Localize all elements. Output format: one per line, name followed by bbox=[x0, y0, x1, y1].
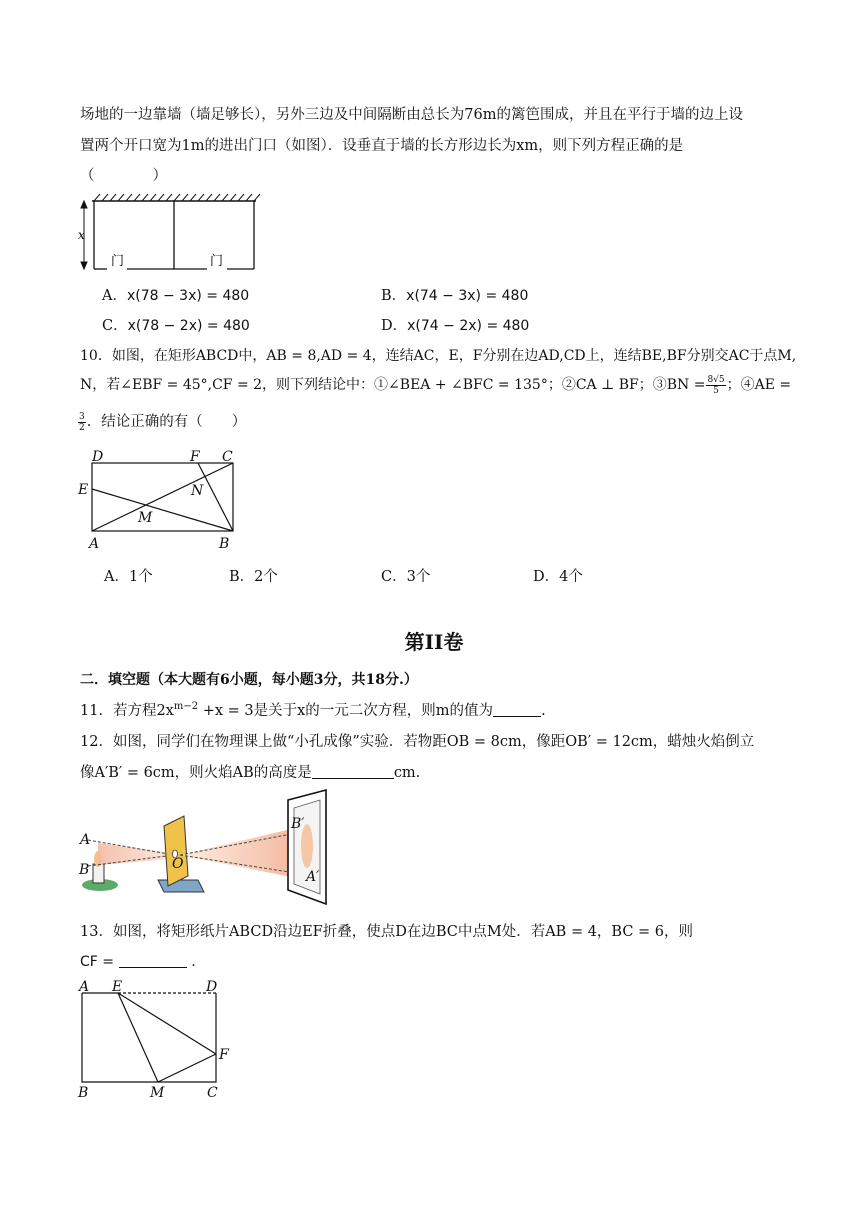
q9-option-d[interactable] bbox=[381, 314, 529, 335]
option-letter: A． bbox=[104, 569, 129, 585]
label-F: F bbox=[219, 1047, 229, 1063]
part2-heading: 二．填空题（本大题有6小题，每小题3分，共18分.） bbox=[80, 672, 418, 688]
option-expr: x(78 − 3x) = 480 bbox=[126, 288, 250, 304]
ae-fraction bbox=[78, 412, 86, 433]
label-O: O bbox=[172, 856, 184, 872]
bn-den: 5 bbox=[713, 385, 719, 396]
q13-fold-figure bbox=[74, 976, 239, 1101]
segment-mf bbox=[158, 1054, 216, 1082]
q10-line2-b: ；④AE = bbox=[726, 377, 792, 393]
q11-a: 11．若方程2x bbox=[80, 703, 174, 719]
q9-answer-paren: （ ） bbox=[80, 168, 167, 184]
label-B: B bbox=[78, 1085, 89, 1101]
q11-b: +x = 3是关于x的一元二次方程，则m的值为 bbox=[198, 703, 494, 719]
board-base bbox=[158, 880, 204, 892]
option-letter: D． bbox=[381, 318, 408, 334]
segment-em bbox=[118, 993, 158, 1082]
q13-line2-a: CF = bbox=[80, 954, 115, 970]
q10-option-c[interactable] bbox=[381, 565, 430, 586]
q10-line3: ．结论正确的有（ ） bbox=[86, 414, 247, 430]
label-N: N bbox=[191, 483, 204, 499]
option-expr: x(74 − 3x) = 480 bbox=[406, 288, 529, 304]
option-letter: C． bbox=[102, 318, 128, 334]
bn-num: 8√5 bbox=[707, 374, 725, 385]
segment-ac bbox=[92, 463, 233, 531]
segment-ef bbox=[118, 993, 216, 1054]
q10-option-d[interactable] bbox=[533, 565, 583, 586]
q10-option-a[interactable] bbox=[104, 565, 153, 586]
ae-den: 2 bbox=[79, 422, 85, 433]
ae-num: 3 bbox=[79, 411, 85, 422]
label-A: A bbox=[79, 979, 90, 995]
q12-text-line1: 12．如图，同学们在物理课上做“小孔成像”实验．若物距OB = 8cm，像距OB′ = 12cm，蜡烛火焰倒立 bbox=[80, 734, 755, 750]
segment-be bbox=[92, 489, 233, 531]
label-B-prime: B′ bbox=[291, 816, 305, 832]
q11-exponent: m−2 bbox=[173, 701, 199, 713]
option-text: 1个 bbox=[128, 569, 153, 585]
light-cone-right bbox=[180, 826, 306, 880]
door-label-2: 门 bbox=[210, 254, 224, 269]
q11-end: . bbox=[541, 703, 546, 719]
wall-hatching bbox=[94, 194, 260, 201]
q10-line2-a: N，若∠EBF = 45°,CF = 2，则下列结论中：①∠BEA + ∠BFC = 135°；②CA ⊥ BF；③BN = bbox=[80, 377, 706, 393]
option-expr: x(78 − 2x) = 480 bbox=[127, 318, 250, 334]
label-M: M bbox=[138, 510, 153, 526]
label-C: C bbox=[222, 449, 233, 465]
q10-rectangle-figure bbox=[76, 444, 246, 554]
option-text: 3个 bbox=[406, 569, 431, 585]
label-B: B bbox=[219, 536, 230, 552]
label-E: E bbox=[112, 979, 123, 995]
q12-pinhole-figure bbox=[76, 788, 331, 908]
label-D: D bbox=[92, 449, 104, 465]
q9-text-line1: 场地的一边靠墙（墙足够长），另外三边及中间隔断由总长为76m的篱笆围成，并且在平行于墙的边上设 bbox=[80, 107, 743, 123]
label-D: D bbox=[206, 979, 218, 995]
q10-option-b[interactable] bbox=[229, 565, 278, 586]
option-expr: x(74 − 2x) = 480 bbox=[407, 318, 530, 334]
option-letter: A． bbox=[102, 288, 127, 304]
q13-answer-blank[interactable] bbox=[119, 953, 187, 968]
q10-text-line1: 10．如图，在矩形ABCD中，AB = 8,AD = 4，连结AC，E，F分别在边AD,CD上，连结BE,BF分别交AC于点M, bbox=[80, 348, 797, 364]
option-text: 2个 bbox=[254, 569, 278, 585]
q13-line2-b: ． bbox=[191, 954, 206, 970]
option-letter: C． bbox=[381, 569, 407, 585]
q9-fence-figure bbox=[74, 194, 264, 274]
label-A-prime: A′ bbox=[306, 869, 320, 885]
q13-text-line1: 13．如图，将矩形纸片ABCD沿边EF折叠，使点D在边BC中点M处．若AB = 4，BC = 6，则 bbox=[80, 924, 694, 940]
label-B: B bbox=[79, 862, 90, 878]
q12-answer-blank[interactable] bbox=[312, 764, 394, 779]
q9-option-b[interactable] bbox=[381, 284, 528, 305]
q9-option-c[interactable] bbox=[102, 314, 250, 335]
label-E: E bbox=[78, 482, 89, 498]
label-C: C bbox=[207, 1085, 218, 1101]
q12-line2-a: 像A′B′ = 6cm，则火焰AB的高度是 bbox=[80, 765, 312, 781]
option-letter: B． bbox=[381, 288, 407, 304]
door-label-1: 门 bbox=[111, 254, 125, 269]
q9-option-a[interactable] bbox=[102, 284, 249, 305]
q12-text-line2 bbox=[80, 761, 420, 782]
label-A: A bbox=[89, 536, 100, 552]
q9-text-line2: 置两个开口宽为1m的进出门口（如图）．设垂直于墙的长方形边长为xm，则下列方程正确的是 bbox=[80, 138, 684, 154]
label-F: F bbox=[190, 449, 200, 465]
q10-text-line2 bbox=[80, 374, 791, 396]
bn-fraction bbox=[706, 375, 725, 396]
option-letter: B． bbox=[229, 569, 255, 585]
q11-answer-blank[interactable] bbox=[493, 702, 541, 717]
rect-solid-edges bbox=[82, 993, 216, 1082]
q12-line2-b: cm. bbox=[393, 765, 421, 781]
section-title: 第II卷 bbox=[404, 630, 464, 654]
light-cone-left bbox=[98, 843, 174, 865]
label-A: A bbox=[80, 832, 91, 848]
q11-text bbox=[80, 699, 546, 720]
label-M: M bbox=[150, 1085, 165, 1101]
q13-text-line2 bbox=[80, 950, 206, 971]
option-letter: D． bbox=[533, 569, 560, 585]
x-label: x bbox=[78, 228, 85, 242]
option-text: 4个 bbox=[559, 569, 583, 585]
q10-text-line3 bbox=[80, 410, 246, 433]
segment-bf bbox=[198, 463, 233, 531]
